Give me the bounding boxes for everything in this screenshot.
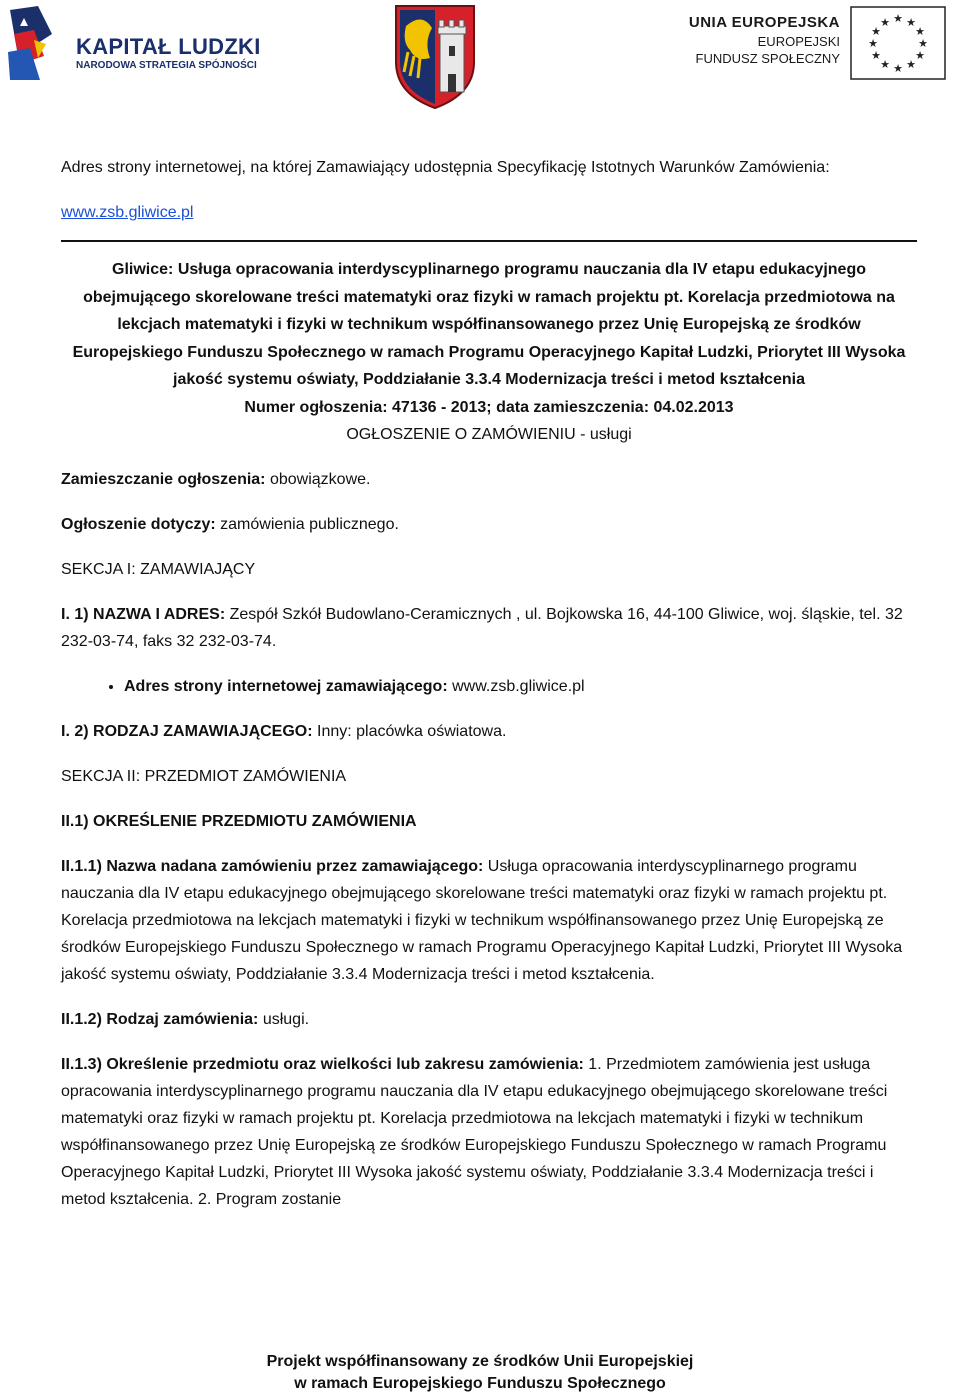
website-list-item — [124, 673, 917, 700]
placement-row — [61, 466, 917, 493]
section2-name-value: Usługa opracowania interdyscyplinarnego programu nauczania dla IV etapu edukacyjnego obejmującego skorelowane treści matematyki oraz fizyki w ramach projektu pt. Korelacja przedmiotowa na lekcjach matematyki i fizyki w technikum współfinansowanego przez Unię Europejską ze środków Europejskiego Funduszu Społecznego w ramach Programu Operacyjnego Kapitał Ludzki, Priorytet III Wysoka jakość systemu oświaty, Poddziałanie 3.3.4 Modernizacja treści i metod kształcenia. — [61, 857, 903, 983]
section1-type-row — [61, 718, 917, 745]
svg-text:★: ★ — [906, 58, 916, 71]
svg-text:★: ★ — [893, 12, 903, 25]
section1-name-row — [61, 601, 917, 655]
notice-title: Gliwice: Usługa opracowania interdyscyplinarnego programu nauczania dla IV etapu edukacyjnego obejmującego skorelowane treści matematyki oraz fizyki w ramach projektu pt. Korelacja przedmiotowa na lekcjach matematyki i fizyki w technikum współfinansowanego przez Unię Europejską ze środków Europejskiego Funduszu Społecznego w ramach Programu Operacyjnego Kapitał Ludzki, Priorytet III Wysoka jakość systemu oświaty, Poddziałanie 3.3.4 Modernizacja treści i metod kształcenia — [72, 261, 906, 388]
notice-content — [61, 154, 917, 1213]
eu-line1: UNIA EUROPEJSKA — [688, 14, 840, 31]
section2-heading: SEKCJA II: PRZEDMIOT ZAMÓWIENIA — [61, 767, 347, 785]
section2-name-row — [61, 853, 917, 988]
website-value[interactable]: www.zsb.gliwice.pl — [447, 677, 585, 695]
kapital-ludzki-subtitle: NARODOWA STRATEGIA SPÓJNOŚCI — [76, 60, 257, 71]
section2-scope-value: 1. Przedmiotem zamówienia jest usługa opracowania interdyscyplinarnego programu nauczania dla IV etapu edukacyjnego obejmującego skorelowane treści matematyki oraz fizyki w ramach projektu pt. Korelacja przedmiotowa na lekcjach matematyki i fizyki w technikum współfinansowanego przez Unię Europejską ze środków Europejskiego Funduszu Społecznego w ramach Programu Operacyjnego Kapitał Ludzki, Priorytet III Wysoka jakość systemu oświaty, Poddziałanie 3.3.4 Modernizacja treści i metod kształcenia. 2. Program zostanie — [61, 1055, 888, 1208]
website-label: Adres strony internetowej zamawiającego: — [124, 677, 448, 695]
eu-line3: FUNDUSZ SPOŁECZNY — [695, 51, 840, 66]
concerns-value: zamówienia publicznego. — [215, 515, 399, 533]
eu-stars-icon — [850, 6, 946, 80]
section2-kind-label: II.1.2) Rodzaj zamówienia: — [61, 1010, 259, 1028]
gliwice-coat-of-arms — [392, 2, 478, 115]
section1-heading: SEKCJA I: ZAMAWIAJĄCY — [61, 560, 256, 578]
section2-subheading: II.1) OKREŚLENIE PRZEDMIOTU ZAMÓWIENIA — [61, 812, 417, 830]
section2-scope-row — [61, 1051, 917, 1213]
footer-line2: w ramach Europejskiego Funduszu Społecznego — [294, 1375, 666, 1392]
svg-text:★: ★ — [880, 16, 890, 29]
concerns-row — [61, 511, 917, 538]
svg-text:★: ★ — [868, 37, 878, 50]
eu-flag — [850, 6, 946, 85]
notice-number: Numer ogłoszenia: 47136 - 2013; data zamieszczenia: 04.02.2013 — [244, 398, 734, 416]
coat-of-arms-icon — [392, 2, 478, 110]
website-list — [61, 673, 917, 700]
concerns-label: Ogłoszenie dotyczy: — [61, 515, 216, 533]
footer-line1: Projekt współfinansowany ze środków Unii Europejskiej — [266, 1353, 694, 1370]
section2-scope-label: II.1.3) Określenie przedmiotu oraz wielkości lub zakresu zamówienia: — [61, 1055, 584, 1073]
placement-label: Zamieszczanie ogłoszenia: — [61, 470, 266, 488]
svg-text:★: ★ — [871, 25, 881, 38]
section2-name-label: II.1.1) Nazwa nadana zamówieniu przez zamawiającego: — [61, 857, 484, 875]
placement-value: obowiązkowe. — [265, 470, 371, 488]
svg-text:★: ★ — [906, 16, 916, 29]
section1-type-label: I. 2) RODZAJ ZAMAWIAJĄCEGO: — [61, 722, 313, 740]
svg-text:★: ★ — [880, 58, 890, 71]
section1-name-label: I. 1) NAZWA I ADRES: — [61, 605, 226, 623]
svg-text:★: ★ — [893, 62, 903, 75]
svg-text:★: ★ — [918, 37, 928, 50]
page-footer — [0, 1351, 960, 1395]
section2-kind-value: usługi. — [258, 1010, 310, 1028]
svg-text:★: ★ — [915, 49, 925, 62]
section1-type-value: Inny: placówka oświatowa. — [312, 722, 507, 740]
divider-line — [61, 240, 917, 242]
section2-kind-row — [61, 1006, 917, 1033]
notice-type: OGŁOSZENIE O ZAMÓWIENIU - usługi — [346, 425, 632, 443]
kapital-ludzki-title: KAPITAŁ LUDZKI — [76, 34, 261, 59]
svg-text:★: ★ — [871, 49, 881, 62]
intro-website-link[interactable]: www.zsb.gliwice.pl — [61, 204, 194, 221]
kapital-ludzki-logo — [4, 4, 264, 84]
section1-name-value: Zespół Szkół Budowlano-Ceramicznych , ul. Bojkowska 16, 44-100 Gliwice, woj. śląskie, tel. 32 232-03-74, faks 32 232-03-74. — [61, 605, 903, 650]
eu-line2: EUROPEJSKI — [757, 34, 840, 49]
intro-text: Adres strony internetowej, na której Zamawiający udostępnia Specyfikację Istotnych Warunków Zamówienia: — [61, 159, 830, 176]
kapital-ludzki-emblem-icon — [4, 4, 68, 84]
svg-text:★: ★ — [915, 25, 925, 38]
page-header — [0, 0, 960, 112]
eu-fund-logo-text — [689, 14, 840, 66]
